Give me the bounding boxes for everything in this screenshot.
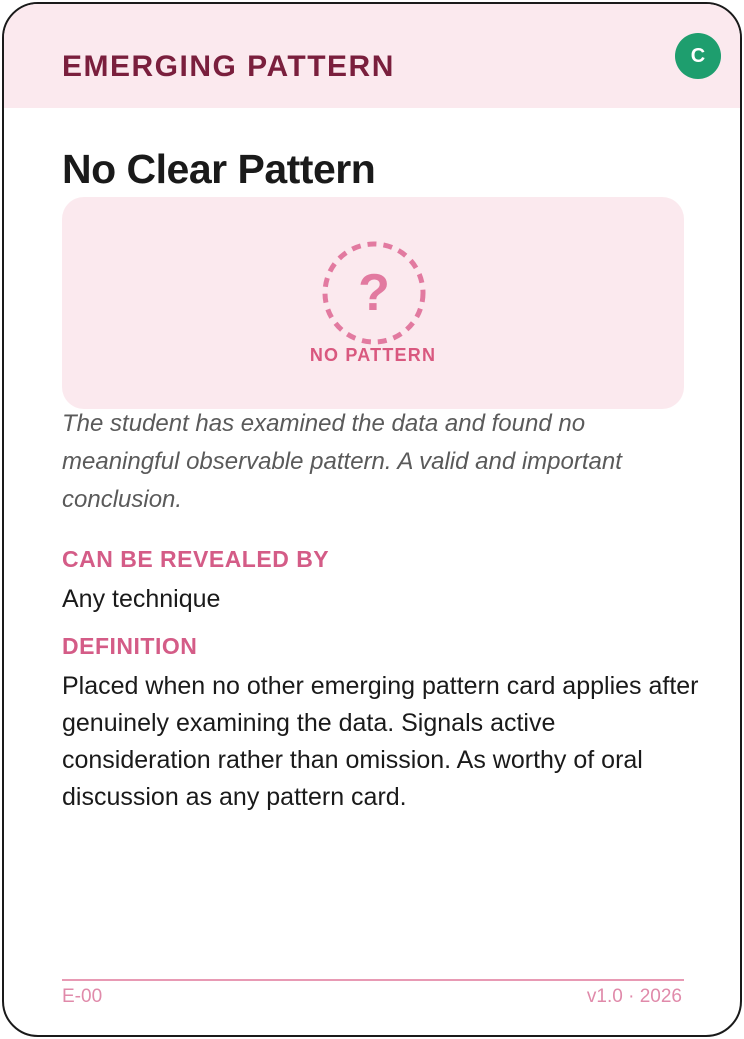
- card-description: The student has examined the data and found no meaningful observable pattern. A valid and important conclusion.: [62, 410, 622, 513]
- revealed-by-label: CAN BE REVEALED BY: [62, 546, 330, 572]
- question-mark-glyph: ?: [358, 264, 390, 322]
- question-mark-icon: [62, 197, 684, 409]
- card-version: v1.0 · 2026: [586, 986, 682, 1007]
- revealed-by-value: Any technique: [62, 585, 221, 613]
- illustration-label: NO PATTERN: [309, 345, 437, 365]
- definition-label: DEFINITION: [62, 633, 198, 659]
- pattern-card: [2, 2, 742, 1037]
- footer-divider: [62, 979, 684, 981]
- pattern-illustration: [62, 197, 684, 409]
- category-badge: C: [675, 33, 721, 79]
- definition-value: Placed when no other emerging pattern card applies after genuinely examining the data. Signals active consideration rather than omission. As worthy of oral discussion as any pattern card.: [62, 672, 699, 811]
- card-header: [4, 4, 740, 108]
- card-title: No Clear Pattern: [62, 146, 376, 192]
- card-code: E-00: [62, 986, 103, 1007]
- card-category: EMERGING PATTERN: [62, 50, 395, 83]
